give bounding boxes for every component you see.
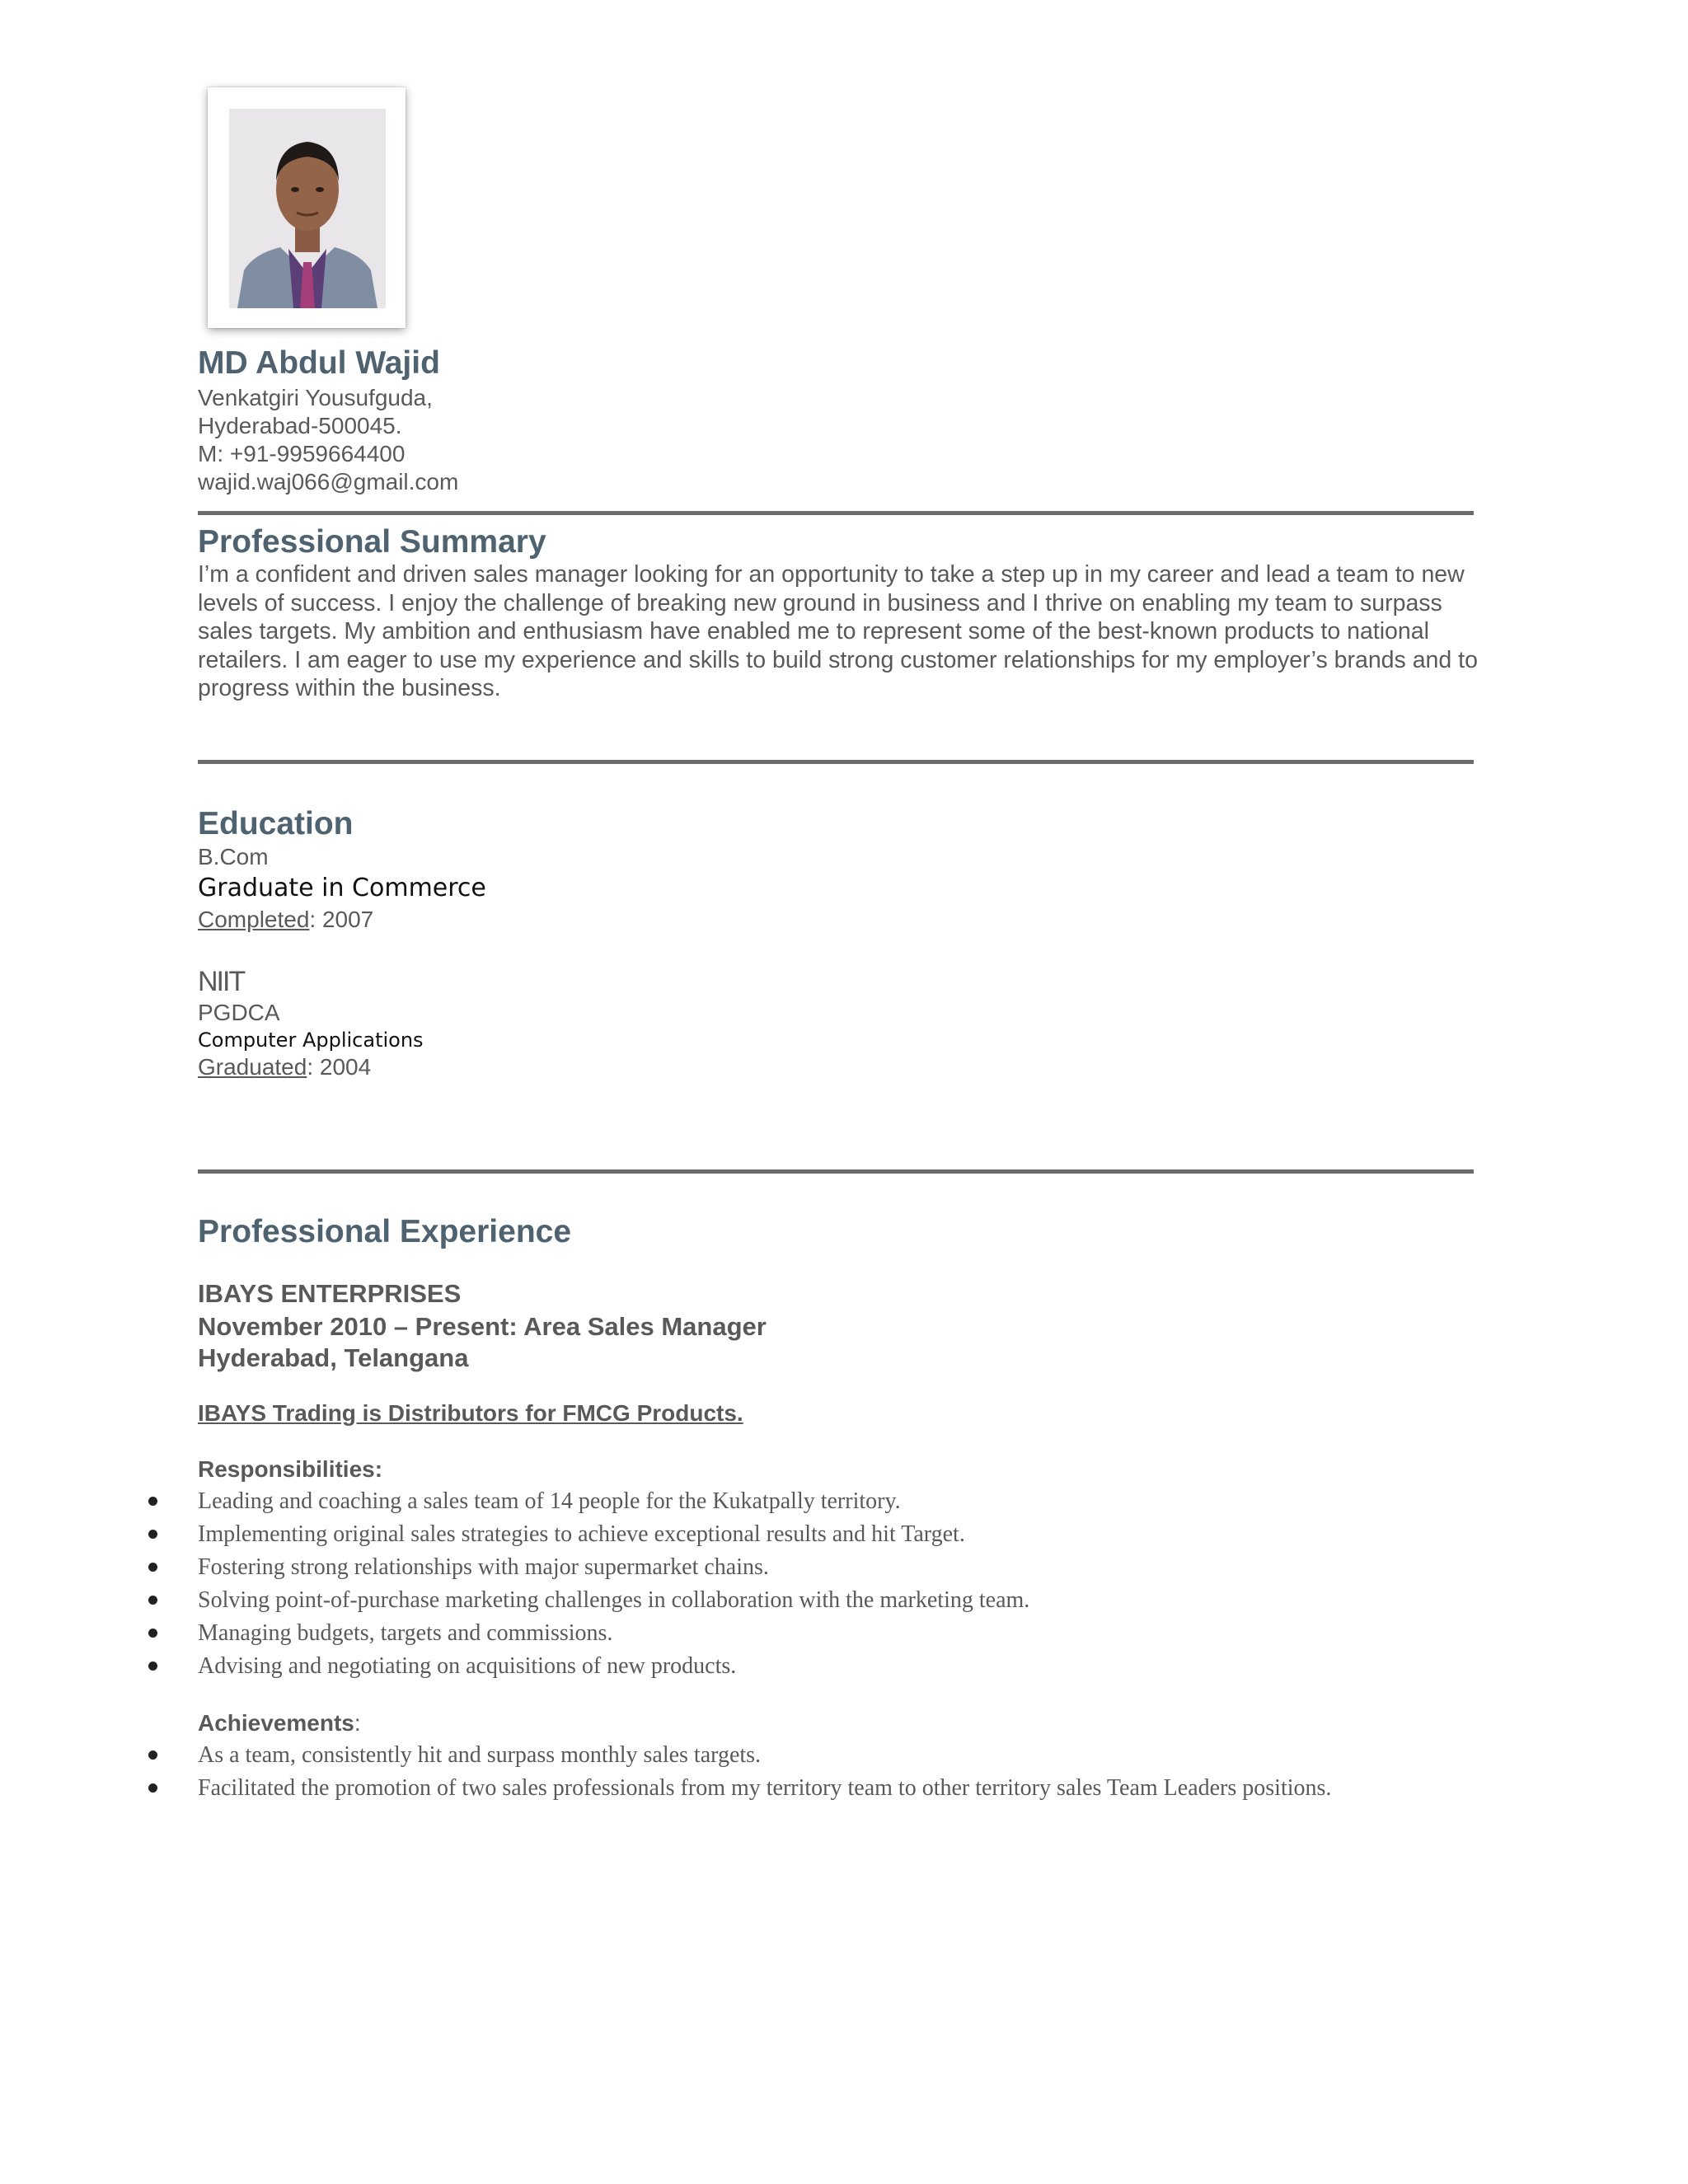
address-line-1: Venkatgiri Yousufguda, [198, 385, 433, 410]
divider-1 [198, 511, 1474, 515]
list-item: Facilitated the promotion of two sales professionals from my territory team to other territory sales Team Leaders positions. [0, 1772, 1688, 1805]
summary-text: I’m a confident and driven sales manager looking for an opportunity to take a step up in my career and lead a team to new levels of success. I enjoy the challenge of breaking new ground in business and I thrive on enabling my team to surpass sales targets. My ambition and enthusiasm have enabled me to represent some of the best-known products to national retailers. I am eager to use my experience and skills to build strong customer relationships for my employer’s brands and to progress within the business. [198, 561, 1478, 701]
list-item: Managing budgets, targets and commissions. [0, 1617, 1688, 1650]
divider-3 [198, 1169, 1474, 1174]
education-date-value: 2007 [321, 907, 374, 932]
education-date-value: 2004 [319, 1054, 372, 1080]
bullet-icon [148, 1497, 157, 1506]
period-role: November 2010 – Present: Area Sales Manager [198, 1312, 767, 1341]
summary-heading: Professional Summary [198, 524, 546, 560]
company-name: IBAYS ENTERPRISES [198, 1279, 462, 1308]
profile-photo-image [229, 109, 386, 308]
education-degree: B.Com [198, 844, 269, 869]
education-school: NIIT [198, 966, 245, 997]
education-entry-1 [198, 843, 486, 934]
responsibilities-heading: Responsibilities: [198, 1456, 383, 1482]
education-heading: Education [198, 806, 354, 841]
education-date-sep: : [307, 1054, 320, 1080]
responsibilities-list [0, 1485, 1688, 1683]
education-date [198, 1053, 424, 1081]
achievements-list [0, 1739, 1688, 1805]
bullet-icon [148, 1563, 157, 1572]
education-degree: PGDCA [198, 1000, 280, 1025]
bullet-icon [148, 1629, 157, 1638]
list-item: Implementing original sales strategies to achieve exceptional results and hit Target. [0, 1518, 1688, 1551]
address-line-2: Hyderabad-500045. [198, 413, 402, 438]
list-item: As a team, consistently hit and surpass monthly sales targets. [0, 1739, 1688, 1772]
profile-photo [208, 87, 406, 328]
list-item: Advising and negotiating on acquisitions of new products. [0, 1650, 1688, 1683]
list-item: Leading and coaching a sales team of 14 people for the Kukatpally territory. [0, 1485, 1688, 1518]
education-entry-2 [198, 964, 424, 1081]
achievements-heading [198, 1710, 361, 1736]
education-date-label: Completed [198, 907, 310, 932]
phone-number: M: +91-9959664400 [198, 441, 406, 466]
list-item: Solving point-of-purchase marketing challenges in collaboration with the marketing team. [0, 1584, 1688, 1617]
bullet-icon [148, 1530, 157, 1539]
list-item: Fostering strong relationships with major supermarket chains. [0, 1551, 1688, 1584]
achievements-label: Achievements [198, 1710, 354, 1736]
bullet-icon [148, 1783, 157, 1793]
contact-block [198, 384, 458, 496]
education-date-label: Graduated [198, 1054, 307, 1080]
bullet-icon [148, 1596, 157, 1605]
achievements-colon: : [354, 1710, 361, 1736]
experience-heading: Professional Experience [198, 1214, 572, 1249]
bullet-icon [148, 1661, 157, 1671]
email-address: wajid.waj066@gmail.com [198, 469, 459, 494]
bullet-icon [148, 1750, 157, 1760]
education-date-sep: : [309, 907, 322, 932]
education-major: Graduate in Commerce [198, 874, 486, 902]
candidate-name: MD Abdul Wajid [198, 345, 440, 381]
company-description: IBAYS Trading is Distributors for FMCG Products. [198, 1400, 743, 1426]
education-date [198, 906, 486, 934]
job-location: Hyderabad, Telangana [198, 1343, 469, 1372]
education-major: Computer Applications [198, 1029, 424, 1052]
divider-2 [198, 760, 1474, 764]
